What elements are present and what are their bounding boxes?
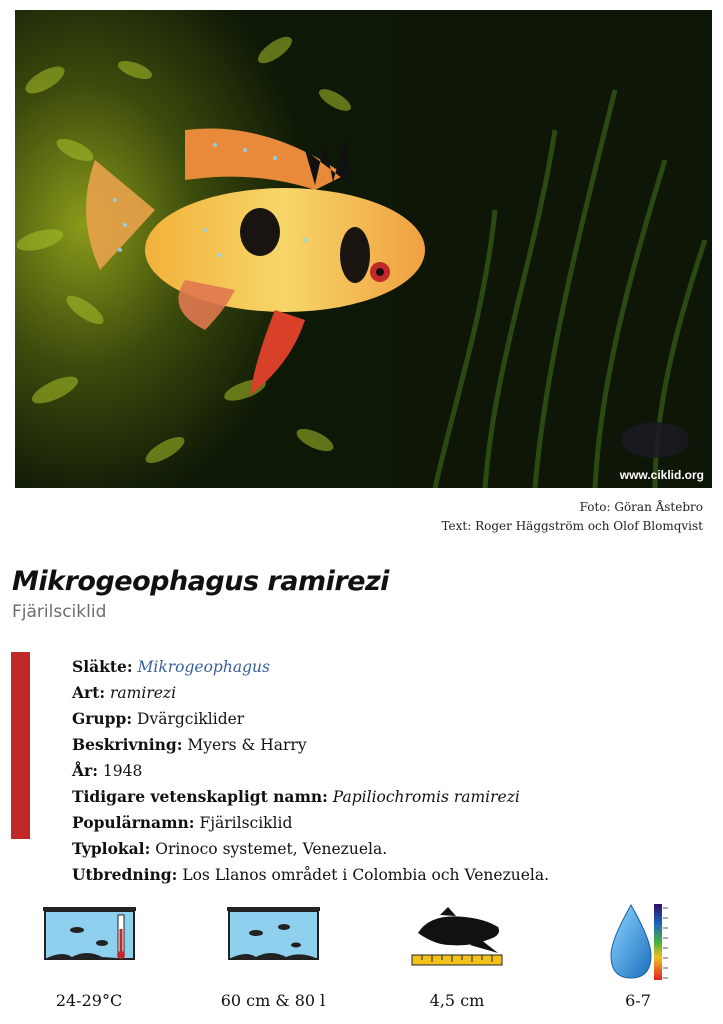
genus-link[interactable]: Mikrogeophagus: [137, 658, 270, 676]
fact-value: Los Llanos området i Colombia och Venezuela.: [182, 866, 550, 884]
facts-list: [72, 654, 549, 888]
fish-photo-image: [15, 10, 712, 488]
fish-photo: [15, 10, 712, 488]
temperature-aquarium-icon: [42, 905, 137, 969]
page-subtitle: Fjärilsciklid: [12, 602, 107, 622]
fact-tidigare: [72, 784, 549, 810]
fact-label: Släkte:: [72, 657, 133, 676]
text-credit: Text: Roger Häggström och Olof Blomqvist: [441, 519, 703, 533]
fact-art: [72, 680, 549, 706]
fact-ar: [72, 758, 549, 784]
fact-beskrivning: [72, 732, 549, 758]
fact-label: Populärnamn:: [72, 813, 195, 832]
fact-typlokal: [72, 836, 549, 862]
aquarium-value: 60 cm & 80 l: [220, 991, 326, 1010]
fact-slakte: [72, 654, 549, 680]
watermark-text: www.ciklid.org: [619, 468, 704, 482]
ph-drop-icon: [606, 900, 696, 986]
fact-value: 1948: [102, 762, 143, 780]
fact-value: Fjärilsciklid: [199, 814, 293, 832]
fact-value: Papiliochromis ramirezi: [332, 788, 520, 806]
fact-value: Myers & Harry: [187, 736, 307, 754]
fact-grupp: [72, 706, 549, 732]
accent-bar: [11, 652, 30, 839]
size-value: 4,5 cm: [429, 991, 485, 1010]
fact-value: Dvärgciklider: [137, 710, 245, 728]
page-title: Mikrogeophagus ramirezi: [12, 566, 389, 597]
fact-label: Tidigare vetenskapligt namn:: [72, 787, 328, 806]
temperature-value: 24-29°C: [55, 991, 123, 1010]
fact-utbredning: [72, 862, 549, 888]
fact-label: Art:: [72, 683, 106, 702]
fish-size-icon: [410, 905, 505, 971]
fact-label: Grupp:: [72, 709, 133, 728]
photo-credit: Foto: Göran Åstebro: [579, 500, 703, 514]
fact-value: ramirezi: [110, 684, 177, 702]
fact-label: Utbredning:: [72, 865, 178, 884]
ph-value: 6-7: [625, 991, 651, 1010]
fact-popularnamn: [72, 810, 549, 836]
aquarium-icon: [226, 905, 321, 969]
fact-label: Typlokal:: [72, 839, 151, 858]
fact-value: Orinoco systemet, Venezuela.: [155, 840, 388, 858]
fact-label: Beskrivning:: [72, 735, 183, 754]
fact-label: År:: [72, 761, 98, 780]
